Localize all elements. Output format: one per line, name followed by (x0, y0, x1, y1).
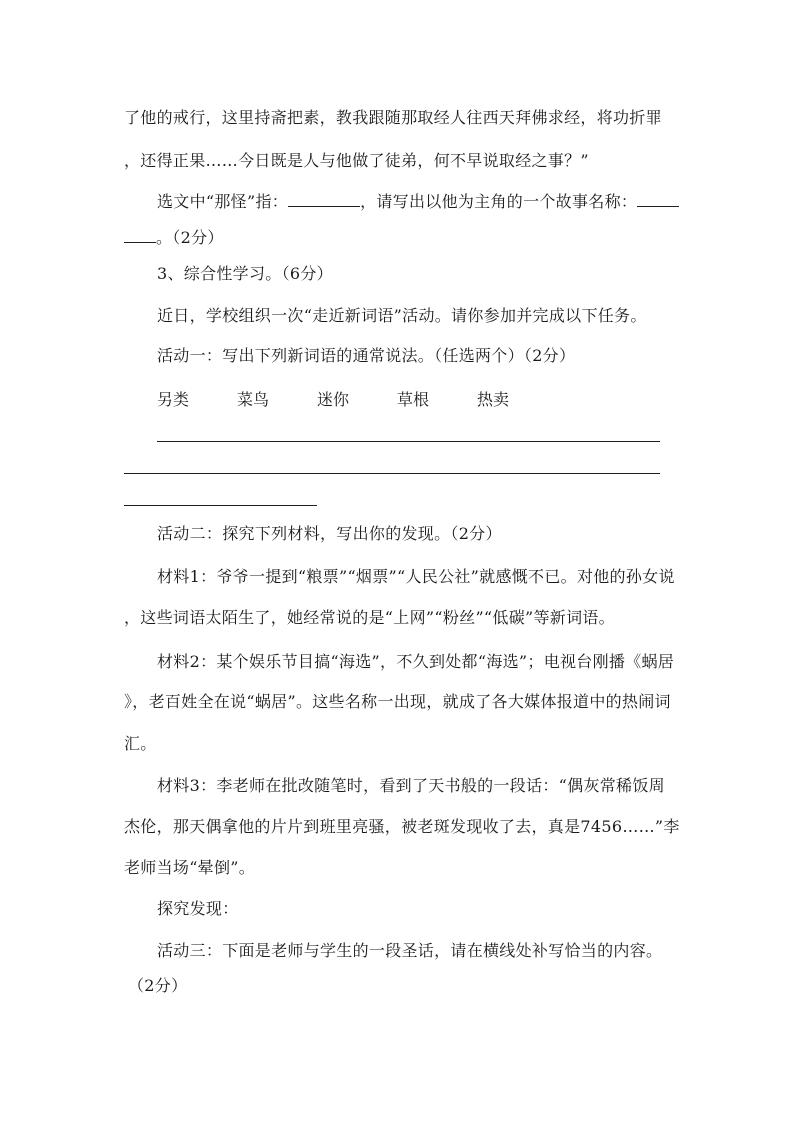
quote-line-2: ，还得正果……今日既是人与他做了徒弟，何不早说取经之事？” (124, 151, 589, 170)
answer-line-1[interactable] (157, 441, 660, 442)
answer-blank-2b[interactable] (124, 228, 156, 243)
answer-line-3[interactable] (124, 505, 317, 506)
activity3-score: （2分） (128, 976, 188, 995)
answer-blank-2a[interactable] (637, 192, 679, 207)
material1-line-1: 材料1：爷爷一提到“粮票”“烟票”“人民公社”就感慨不已。对他的孙女说 (157, 567, 675, 586)
activity1-word-4: 草根 (397, 390, 430, 409)
question-prefix: 选文中“那怪”指： (157, 192, 289, 211)
activity1-word-3: 迷你 (317, 390, 350, 409)
activity1-word-2: 菜鸟 (237, 390, 270, 409)
material3-line-1: 材料3：李老师在批改随笔时，看到了天书般的一段话：“偶灰常稀饭周 (157, 776, 665, 795)
section3-title: 3、综合性学习。（6分） (157, 264, 333, 283)
activity2-title: 活动二：探究下列材料，写出你的发现。（2分） (157, 524, 502, 543)
question-na-guai (157, 192, 679, 212)
material3-line-3: 老师当场“晕倒”。 (124, 858, 256, 877)
question-middle: ，请写出以他为主角的一个故事名称： (360, 192, 638, 211)
material3-line-2: 杰伦，那天偶拿他的片片到班里亮骚，被老斑发现收了去，真是7456……”李 (124, 817, 680, 836)
material2-line-1: 材料2：某个娱乐节目搞“海选”，不久到处都“海选”；电视台刚播《蜗居 (157, 652, 675, 671)
question-na-guai-cont (124, 228, 224, 248)
material2-line-3: 汇。 (124, 734, 157, 753)
discovery-label: 探究发现： (157, 899, 239, 918)
material1-line-2: ，这些词语太陌生了，她经常说的是“上网”“粉丝”“低碳”等新词语。 (124, 608, 615, 627)
activity1-word-5: 热卖 (477, 390, 510, 409)
answer-line-2[interactable] (124, 473, 660, 474)
answer-blank-1[interactable] (288, 192, 360, 207)
material2-line-2: 》，老百姓全在说“蜗居”。这些名称一出现，就成了各大媒体报道中的热闹词 (124, 692, 671, 711)
activity1-word-1: 另类 (157, 390, 190, 409)
quote-line-1: 了他的戒行，这里持斋把素，教我跟随那取经人往西天拜佛求经，将功折罪 (124, 108, 662, 127)
section3-intro: 近日，学校组织一次“走近新词语”活动。请你参加并完成以下任务。 (157, 306, 647, 325)
activity1-title: 活动一：写出下列新词语的通常说法。（任选两个）（2分） (157, 346, 576, 365)
activity3-title: 活动三：下面是老师与学生的一段圣话，请在横线处补写恰当的内容。 (157, 941, 663, 960)
question-suffix: 。（2分） (156, 228, 224, 247)
